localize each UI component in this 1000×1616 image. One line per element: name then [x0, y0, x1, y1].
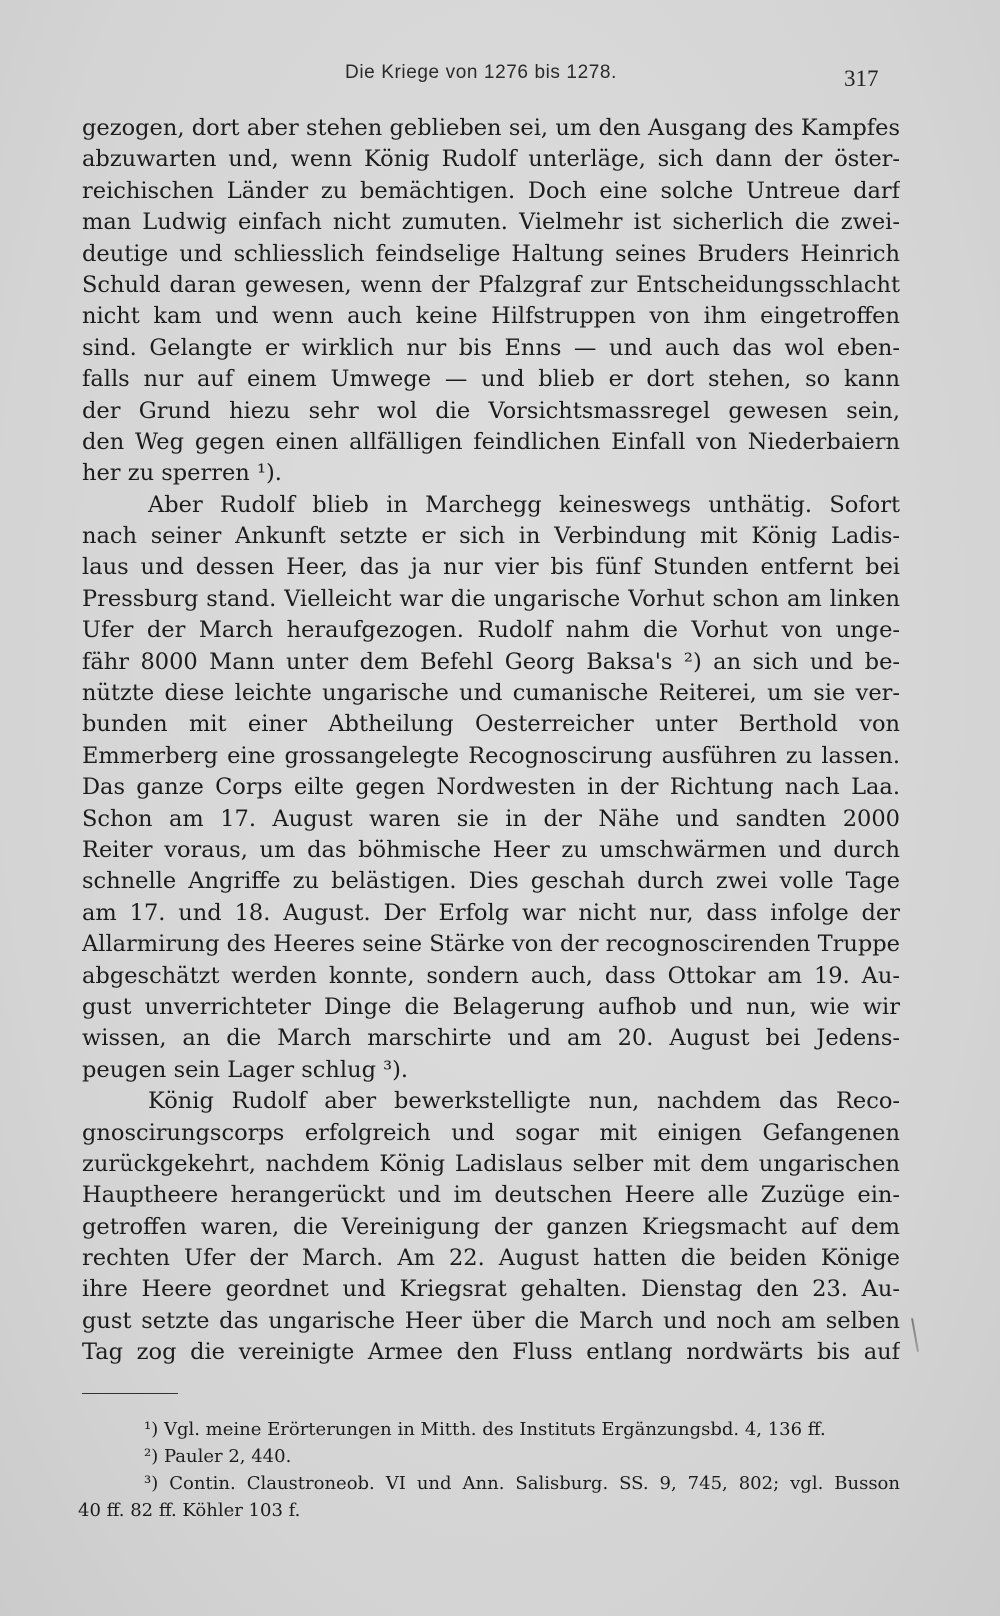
- text-line: peugen sein Lager schlug ³).: [82, 1056, 409, 1083]
- text-line: nicht kam und wenn auch keine Hilfstruppen von ihm eingetroffen: [82, 303, 900, 330]
- text-line: laus und dessen Heer, das ja nur vier bis fünf Stunden entfernt bei: [82, 554, 900, 581]
- text-line: Schuld daran gewesen, wenn der Pfalzgraf zur Entscheidungsschlacht: [82, 271, 900, 298]
- text-line: gezogen, dort aber stehen geblieben sei, um den Ausgang des Kampfes: [82, 115, 900, 141]
- text-line: Allarmirung des Heeres seine Stärke von der recognoscirenden Truppe: [82, 931, 900, 958]
- text-line: Schon am 17. August waren sie in der Nähe und sandten 2000: [82, 805, 900, 832]
- footnote-3: ³) Contin. Claustroneob. VI und Ann. Salisburg. SS. 9, 745, 802; vgl. Busson: [144, 1473, 900, 1494]
- footnote-3-continuation: 40 ff. 82 ff. Köhler 103 f.: [78, 1500, 301, 1521]
- text-line: getroffen waren, die Vereinigung der ganzen Kriegsmacht auf dem: [82, 1213, 900, 1240]
- text-line: abzuwarten und, wenn König Rudolf unterläge, sich dann der öster-: [82, 146, 900, 173]
- text-line: schnelle Angriffe zu belästigen. Dies geschah durch zwei volle Tage: [82, 868, 900, 895]
- text-line: nach seiner Ankunft setzte er sich in Verbindung mit König Ladis-: [82, 523, 900, 550]
- text-line: Aber Rudolf blieb in Marchegg keineswegs unthätig. Sofort: [148, 491, 900, 518]
- text-line: Reiter voraus, um das böhmische Heer zu umschwärmen und durch: [82, 836, 900, 863]
- text-line: reichischen Länder zu bemächtigen. Doch eine solche Untreue darf: [82, 177, 900, 204]
- text-line: ihre Heere geordnet und Kriegsrat gehalten. Dienstag den 23. Au-: [82, 1276, 900, 1303]
- text-line: falls nur auf einem Umwege — und blieb er dort stehen, so kann: [82, 366, 900, 393]
- text-line: fähr 8000 Mann unter dem Befehl Georg Baksa's ²) an sich und be-: [82, 648, 900, 675]
- body-text: [82, 113, 900, 1369]
- text-line: sind. Gelangte er wirklich nur bis Enns — und auch das wol eben-: [82, 334, 900, 361]
- text-line: gust unverrichteter Dinge die Belagerung aufhob und nun, wie wir: [82, 993, 900, 1020]
- text-line: abgeschätzt werden konnte, sondern auch, dass Ottokar am 19. Au-: [82, 962, 900, 989]
- page-number: 317: [844, 66, 879, 91]
- footnote-2: ²) Pauler 2, 440.: [144, 1446, 292, 1467]
- text-line: man Ludwig einfach nicht zumuten. Vielmehr ist sicherlich die zwei-: [82, 209, 900, 236]
- text-line: zurückgekehrt, nachdem König Ladislaus selber mit dem ungarischen: [82, 1150, 900, 1177]
- footnote-1: ¹) Vgl. meine Erörterungen in Mitth. des Instituts Ergänzungsbd. 4, 136 ff.: [144, 1419, 826, 1440]
- text-line: Das ganze Corps eilte gegen Nordwesten in der Richtung nach Laa.: [82, 774, 900, 801]
- running-title: Die Kriege von 1276 bis 1278.: [345, 62, 617, 83]
- text-line: nützte diese leichte ungarische und cumanische Reiterei, um sie ver-: [82, 680, 900, 707]
- text-line: am 17. und 18. August. Der Erfolg war nicht nur, dass infolge der: [82, 899, 900, 926]
- text-line: gust setzte das ungarische Heer über die March und noch am selben: [82, 1307, 900, 1334]
- text-line: Pressburg stand. Vielleicht war die ungarische Vorhut schon am linken: [82, 585, 900, 612]
- text-line: Tag zog die vereinigte Armee den Fluss entlang nordwärts bis auf: [82, 1339, 900, 1366]
- footnote-rule: [82, 1393, 178, 1394]
- text-line: Ufer der March heraufgezogen. Rudolf nahm die Vorhut von unge-: [82, 617, 900, 644]
- text-line: der Grund hiezu sehr wol die Vorsichtsmassregel gewesen sein,: [82, 397, 900, 424]
- text-line: rechten Ufer der March. Am 22. August hatten die beiden Könige: [82, 1245, 900, 1272]
- text-line: Hauptheere herangerückt und im deutschen Heere alle Zuzüge ein-: [82, 1182, 900, 1209]
- text-line: Emmerberg eine grossangelegte Recognoscirung ausführen zu lassen.: [82, 742, 900, 769]
- text-line: gnoscirungscorps erfolgreich und sogar mit einigen Gefangenen: [82, 1119, 900, 1146]
- text-line: deutige und schliesslich feindselige Haltung seines Bruders Heinrich: [82, 240, 900, 267]
- text-line: König Rudolf aber bewerkstelligte nun, nachdem das Reco-: [148, 1088, 900, 1115]
- text-line: wissen, an die March marschirte und am 20. August bei Jedens-: [82, 1025, 900, 1052]
- footnotes: [78, 1416, 900, 1524]
- text-line: bunden mit einer Abtheilung Oesterreicher unter Berthold von: [82, 711, 900, 738]
- margin-pencil-mark: [911, 1318, 919, 1352]
- text-line: her zu sperren ¹).: [82, 460, 282, 487]
- text-line: den Weg gegen einen allfälligen feindlichen Einfall von Niederbaiern: [82, 428, 900, 455]
